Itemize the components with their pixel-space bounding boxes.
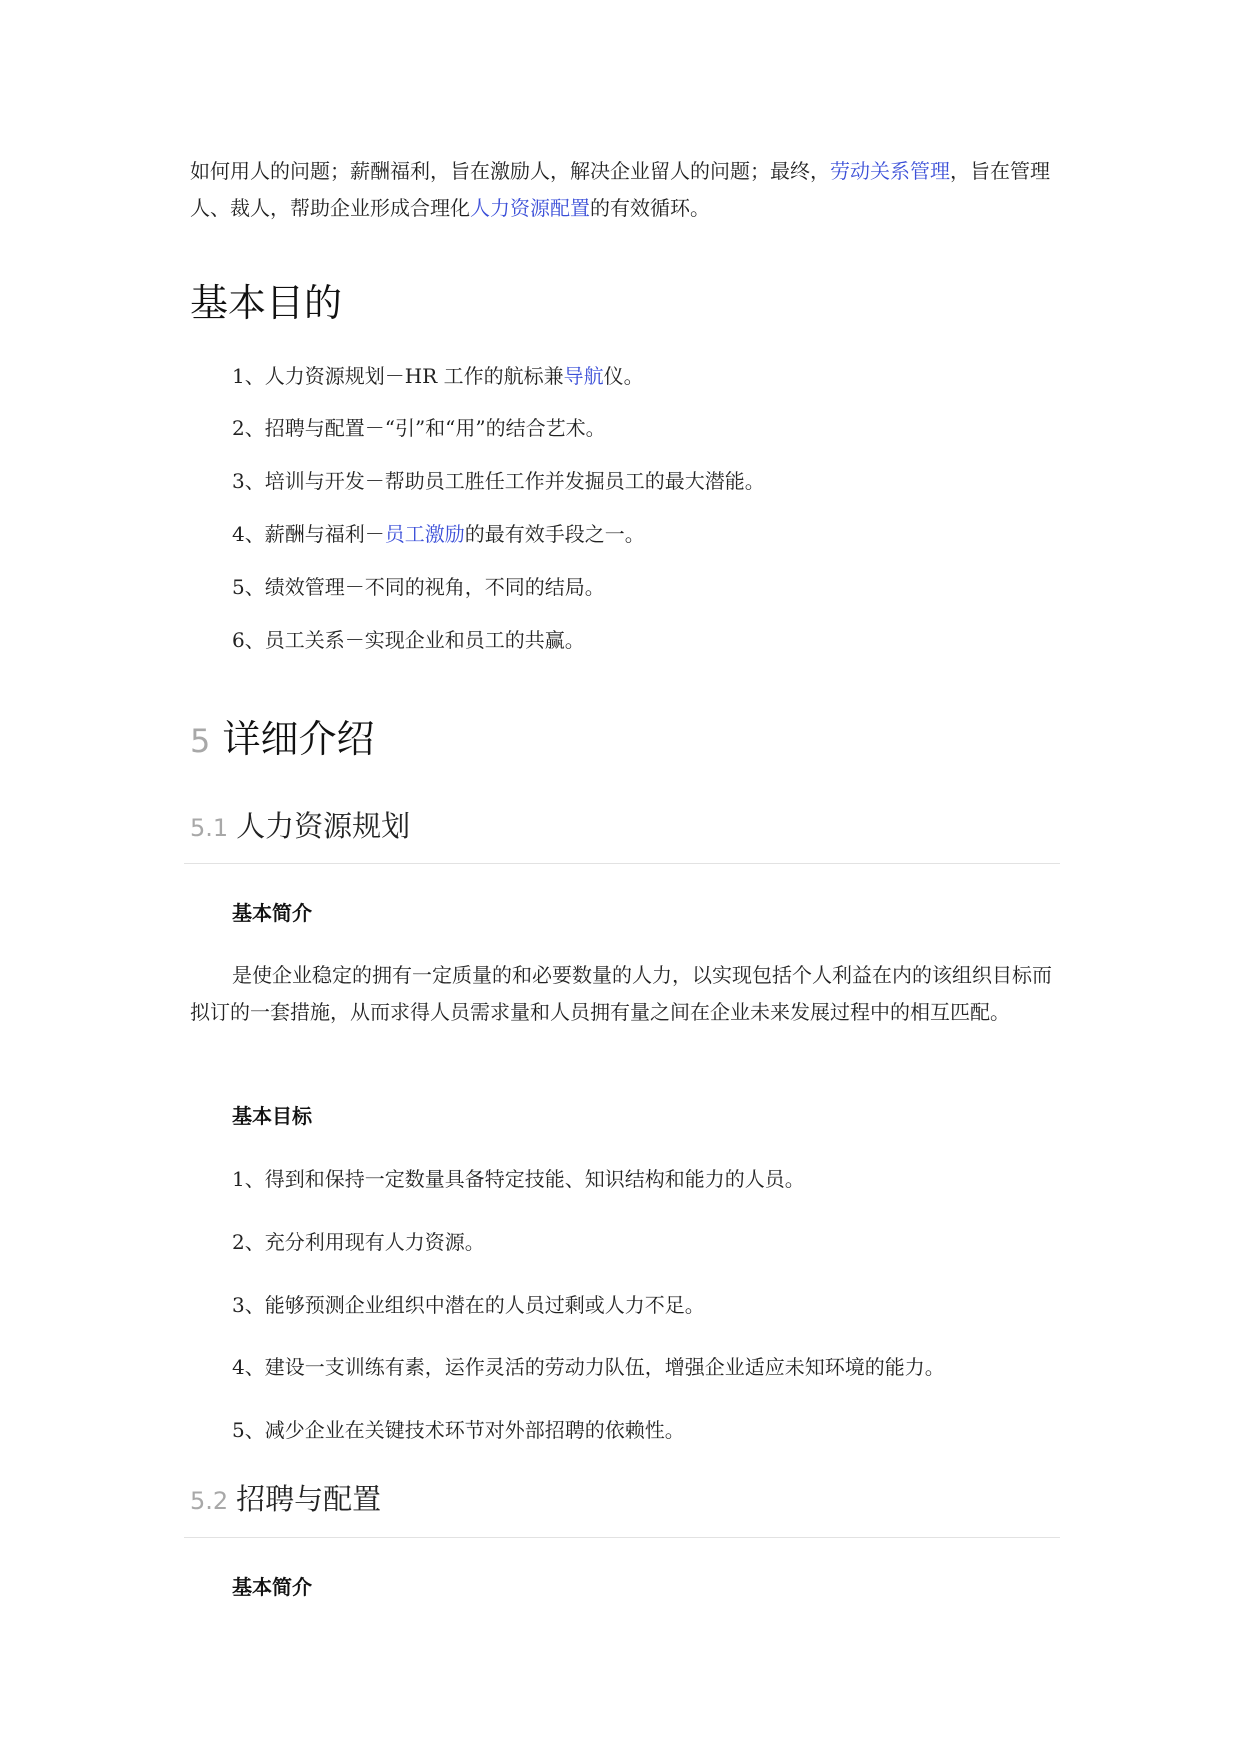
section-5-1-intro-text: 是使企业稳定的拥有一定质量的和必要数量的人力，以实现包括个人利益在内的该组织目标而拟订的一套措施，从而求得人员需求量和人员拥有量之间在企业未来发展过程中的相互匹配。 <box>190 963 1052 1024</box>
navigation-link[interactable]: 导航 <box>563 364 604 388</box>
section-5-2-heading <box>190 1482 382 1516</box>
section-5-1-divider <box>184 863 1060 864</box>
goal-item-5: 5、减少企业在关键技术环节对外部招聘的依赖性。 <box>232 1418 685 1442</box>
goal-item-1: 1、得到和保持一定数量具备特定技能、知识结构和能力的人员。 <box>232 1167 805 1191</box>
purpose-item-4 <box>232 519 645 549</box>
purpose-heading: 基本目的 <box>190 281 343 325</box>
purpose-item-4-text: 4、薪酬与福利－ <box>232 522 385 546</box>
goal-item-4: 4、建设一支训练有素，运作灵活的劳动力队伍，增强企业适应未知环境的能力。 <box>232 1355 945 1379</box>
hr-allocation-link[interactable]: 人力资源配置 <box>470 196 590 220</box>
intro-text-2: ，旨在管理人、裁人，帮助企业形成合理化 <box>190 159 1050 220</box>
section-5-1-goals-heading: 基本目标 <box>232 1104 312 1128</box>
goal-item-3: 3、能够预测企业组织中潜在的人员过剩或人力不足。 <box>232 1293 705 1317</box>
section-5-1-title: 人力资源规划 <box>236 809 411 843</box>
purpose-item-1-text: 1、人力资源规划－HR 工作的航标兼 <box>232 364 564 388</box>
section-5-2-number: 5.2 <box>190 1487 229 1515</box>
labor-relations-link[interactable]: 劳动关系管理 <box>830 159 950 183</box>
purpose-item-1 <box>232 361 644 391</box>
section-5-1-intro-heading: 基本简介 <box>232 901 312 925</box>
intro-text-1: 如何用人的问题；薪酬福利，旨在激励人，解决企业留人的问题；最终， <box>190 159 830 183</box>
intro-paragraph <box>190 153 1060 227</box>
purpose-item-5: 5、绩效管理－不同的视角，不同的结局。 <box>232 575 605 599</box>
section-5-2-divider <box>184 1537 1060 1538</box>
purpose-item-4-after: 的最有效手段之一。 <box>464 522 645 546</box>
intro-text-3: 的有效循环。 <box>590 196 710 220</box>
purpose-item-6: 6、员工关系－实现企业和员工的共赢。 <box>232 628 585 652</box>
goal-item-2: 2、充分利用现有人力资源。 <box>232 1230 485 1254</box>
section-5-title: 详细介绍 <box>222 717 375 761</box>
section-5-1-number: 5.1 <box>190 814 229 842</box>
section-5-2-title: 招聘与配置 <box>236 1482 382 1516</box>
section-5-1-heading <box>190 809 411 843</box>
purpose-item-2: 2、招聘与配置－“引”和“用”的结合艺术。 <box>232 416 606 440</box>
purpose-item-3: 3、培训与开发－帮助员工胜任工作并发掘员工的最大潜能。 <box>232 469 765 493</box>
section-5-2-intro-heading: 基本简介 <box>232 1575 312 1599</box>
employee-incentive-link[interactable]: 员工激励 <box>384 522 465 546</box>
section-5-heading <box>190 717 375 761</box>
purpose-item-1-after: 仪。 <box>603 364 644 388</box>
section-5-number: 5 <box>190 722 211 760</box>
